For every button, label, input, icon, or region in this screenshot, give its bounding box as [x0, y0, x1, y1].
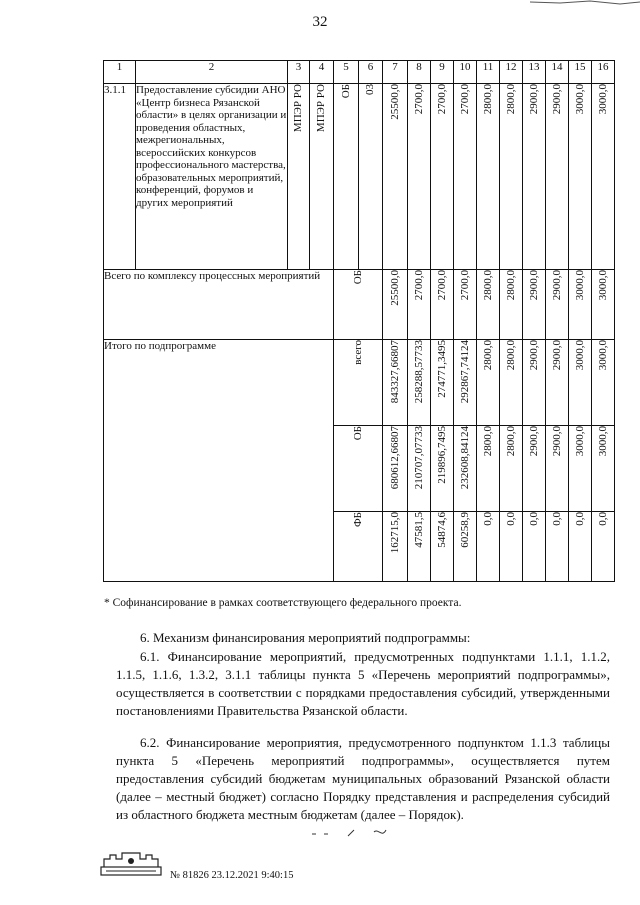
- amount-cell: 2800,0: [481, 426, 494, 457]
- amount-cell: 3000,0: [573, 426, 586, 457]
- amount-cell: 3000,0: [596, 426, 609, 457]
- amount-cell: 219896,7495: [435, 426, 448, 484]
- paragraph-6-1-text: 6.1. Финансирование мероприятий, предусмотренных подпунктами 1.1.1, 1.1.2, 1.1.5, 1.1.6, 1.3.2, 3.1.1 таблицы пункта 5 «Перечень мероприятий подпрограммы», осуществляется в соответствии с порядками предоставления субсидий, утвержденными постановлениями Правительства Рязанской области.: [116, 649, 610, 718]
- registration-stamp-icon: [100, 849, 162, 879]
- amount-cell: 2900,0: [550, 340, 563, 371]
- header-cell: 9: [431, 61, 454, 84]
- amount-cell: 3000,0: [573, 340, 586, 371]
- amount-cell: 2900,0: [527, 270, 540, 301]
- amount-cell: 2700,0: [412, 270, 425, 301]
- amount-cell: 258288,57733: [412, 340, 425, 404]
- amount-cell: 0,0: [550, 512, 563, 526]
- source-cell: [334, 426, 383, 512]
- amount-cell: 2800,0: [504, 426, 517, 457]
- funding-source: ОБ: [351, 270, 364, 285]
- table-row-3-1-1: [104, 84, 615, 270]
- amount-cell: 3000,0: [596, 270, 609, 301]
- pen-marks: [310, 826, 420, 840]
- amount-cell: 54874,6: [435, 512, 448, 548]
- amount-cell: 680612,66807: [388, 426, 401, 490]
- table-row-subprogram-total: [104, 340, 615, 426]
- amount-cell: 210707,07733: [412, 426, 425, 490]
- header-cell: 5: [334, 61, 359, 84]
- amount-cell: 2800,0: [504, 270, 517, 301]
- header-cell: 16: [592, 61, 615, 84]
- amount-cell: 2700,0: [458, 84, 471, 115]
- amount-cell: 2700,0: [435, 270, 448, 301]
- amount-cell: 3000,0: [596, 84, 609, 115]
- header-cell: 12: [500, 61, 523, 84]
- amount-cell: 0,0: [596, 512, 609, 526]
- row-description: Предоставление субсидии АНО «Центр бизнеса Рязанской области» в целях организации и проведения областных, межрегиональных, всероссийских конкурсов профессионального мастерства, образовательных мероприятий, конференций, форумов и других мероприятий: [136, 84, 288, 270]
- section-title: 6. Механизм финансирования мероприятий подпрограммы:: [140, 630, 471, 645]
- amount-cell: 2700,0: [458, 270, 471, 301]
- header-cell: 6: [359, 61, 383, 84]
- header-cell: 11: [477, 61, 500, 84]
- paragraph-6-1: [116, 648, 610, 720]
- amount-cell: 2900,0: [550, 270, 563, 301]
- header-cell: 8: [408, 61, 431, 84]
- page-number: 32: [312, 14, 328, 30]
- amount-cell: 162715,0: [388, 512, 401, 554]
- amount-cell: 60258,9: [458, 512, 471, 548]
- table-footnote: * Софинансирование в рамках соответствующего федерального проекта.: [104, 597, 462, 609]
- header-cell: 2: [136, 61, 288, 84]
- row-number: 3.1.1: [104, 84, 136, 270]
- amount-cell: 2800,0: [481, 84, 494, 115]
- financing-table: [103, 60, 615, 582]
- table-header-row: [104, 61, 615, 84]
- amount-cell: 2700,0: [412, 84, 425, 115]
- amount-cell: 292867,74124: [458, 340, 471, 404]
- amount-cell: 2800,0: [481, 270, 494, 301]
- funding-source: всего: [351, 340, 364, 365]
- source-cell: [334, 270, 383, 340]
- header-cell: 13: [523, 61, 546, 84]
- amount-cell: 3000,0: [573, 84, 586, 115]
- funding-source: ФБ: [351, 512, 364, 528]
- registration-number: № 81826 23.12.2021 9:40:15: [170, 870, 294, 881]
- amount-cell: 2800,0: [504, 340, 517, 371]
- funding-source: ОБ: [339, 84, 352, 99]
- amount-cell: 25500,0: [388, 270, 401, 306]
- executor-1: МПЭР РО: [292, 84, 304, 133]
- amount-cell: 2700,0: [435, 84, 448, 115]
- amount-cell: 2900,0: [550, 426, 563, 457]
- header-cell: 3: [288, 61, 310, 84]
- amount-cell: 47581,5: [412, 512, 425, 548]
- amount-cell: 2900,0: [527, 84, 540, 115]
- amount-cell: 0,0: [481, 512, 494, 526]
- amount-cell: 274771,3495: [435, 340, 448, 398]
- amount-cell: 2800,0: [504, 84, 517, 115]
- source-cell: [334, 340, 383, 426]
- amount-cell: 2900,0: [550, 84, 563, 115]
- paragraph-6-2: [116, 734, 610, 824]
- table-row-total-complex: [104, 270, 615, 340]
- funding-source: ОБ: [351, 426, 364, 441]
- amount-cell: 232608,84124: [458, 426, 471, 490]
- header-cell: 10: [454, 61, 477, 84]
- amount-cell: 2900,0: [527, 426, 540, 457]
- paragraph-6-2-text: 6.2. Финансирование мероприятия, предусмотренного подпунктом 1.1.3 таблицы пункта 5 «Перечень мероприятий подпрограммы», осуществляется путем предоставления субсидий бюджетам муниципальных образований Рязанской области (далее – местный бюджет) согласно Порядку представления и распределения субсидий из областного бюджета местным бюджетам (далее – Порядок).: [116, 735, 610, 822]
- source-cell: [334, 84, 359, 270]
- header-cell: 14: [546, 61, 569, 84]
- source-cell: [334, 512, 383, 582]
- amount-cell: 2800,0: [481, 340, 494, 371]
- total-complex-label: Всего по комплексу процессных мероприятий: [104, 270, 334, 340]
- header-cell: 4: [310, 61, 334, 84]
- code-value: 03: [364, 84, 376, 95]
- header-cell: 1: [104, 61, 136, 84]
- amount-cell: 0,0: [504, 512, 517, 526]
- amount-cell: 0,0: [573, 512, 586, 526]
- amount-cell: 3000,0: [596, 340, 609, 371]
- header-cell: 7: [383, 61, 408, 84]
- amount-cell: 25500,0: [388, 84, 401, 120]
- executor-cell: [310, 84, 334, 270]
- subprogram-label: Итого по подпрограмме: [104, 340, 334, 582]
- amount-cell: 843327,66807: [388, 340, 401, 404]
- header-cell: 15: [569, 61, 592, 84]
- amount-cell: 0,0: [527, 512, 540, 526]
- executor-cell: [288, 84, 310, 270]
- executor-2: МПЭР РО: [315, 84, 327, 133]
- amount-cell: 3000,0: [573, 270, 586, 301]
- scan-edge-mark: [530, 0, 640, 8]
- code-cell: [359, 84, 383, 270]
- amount-cell: 2900,0: [527, 340, 540, 371]
